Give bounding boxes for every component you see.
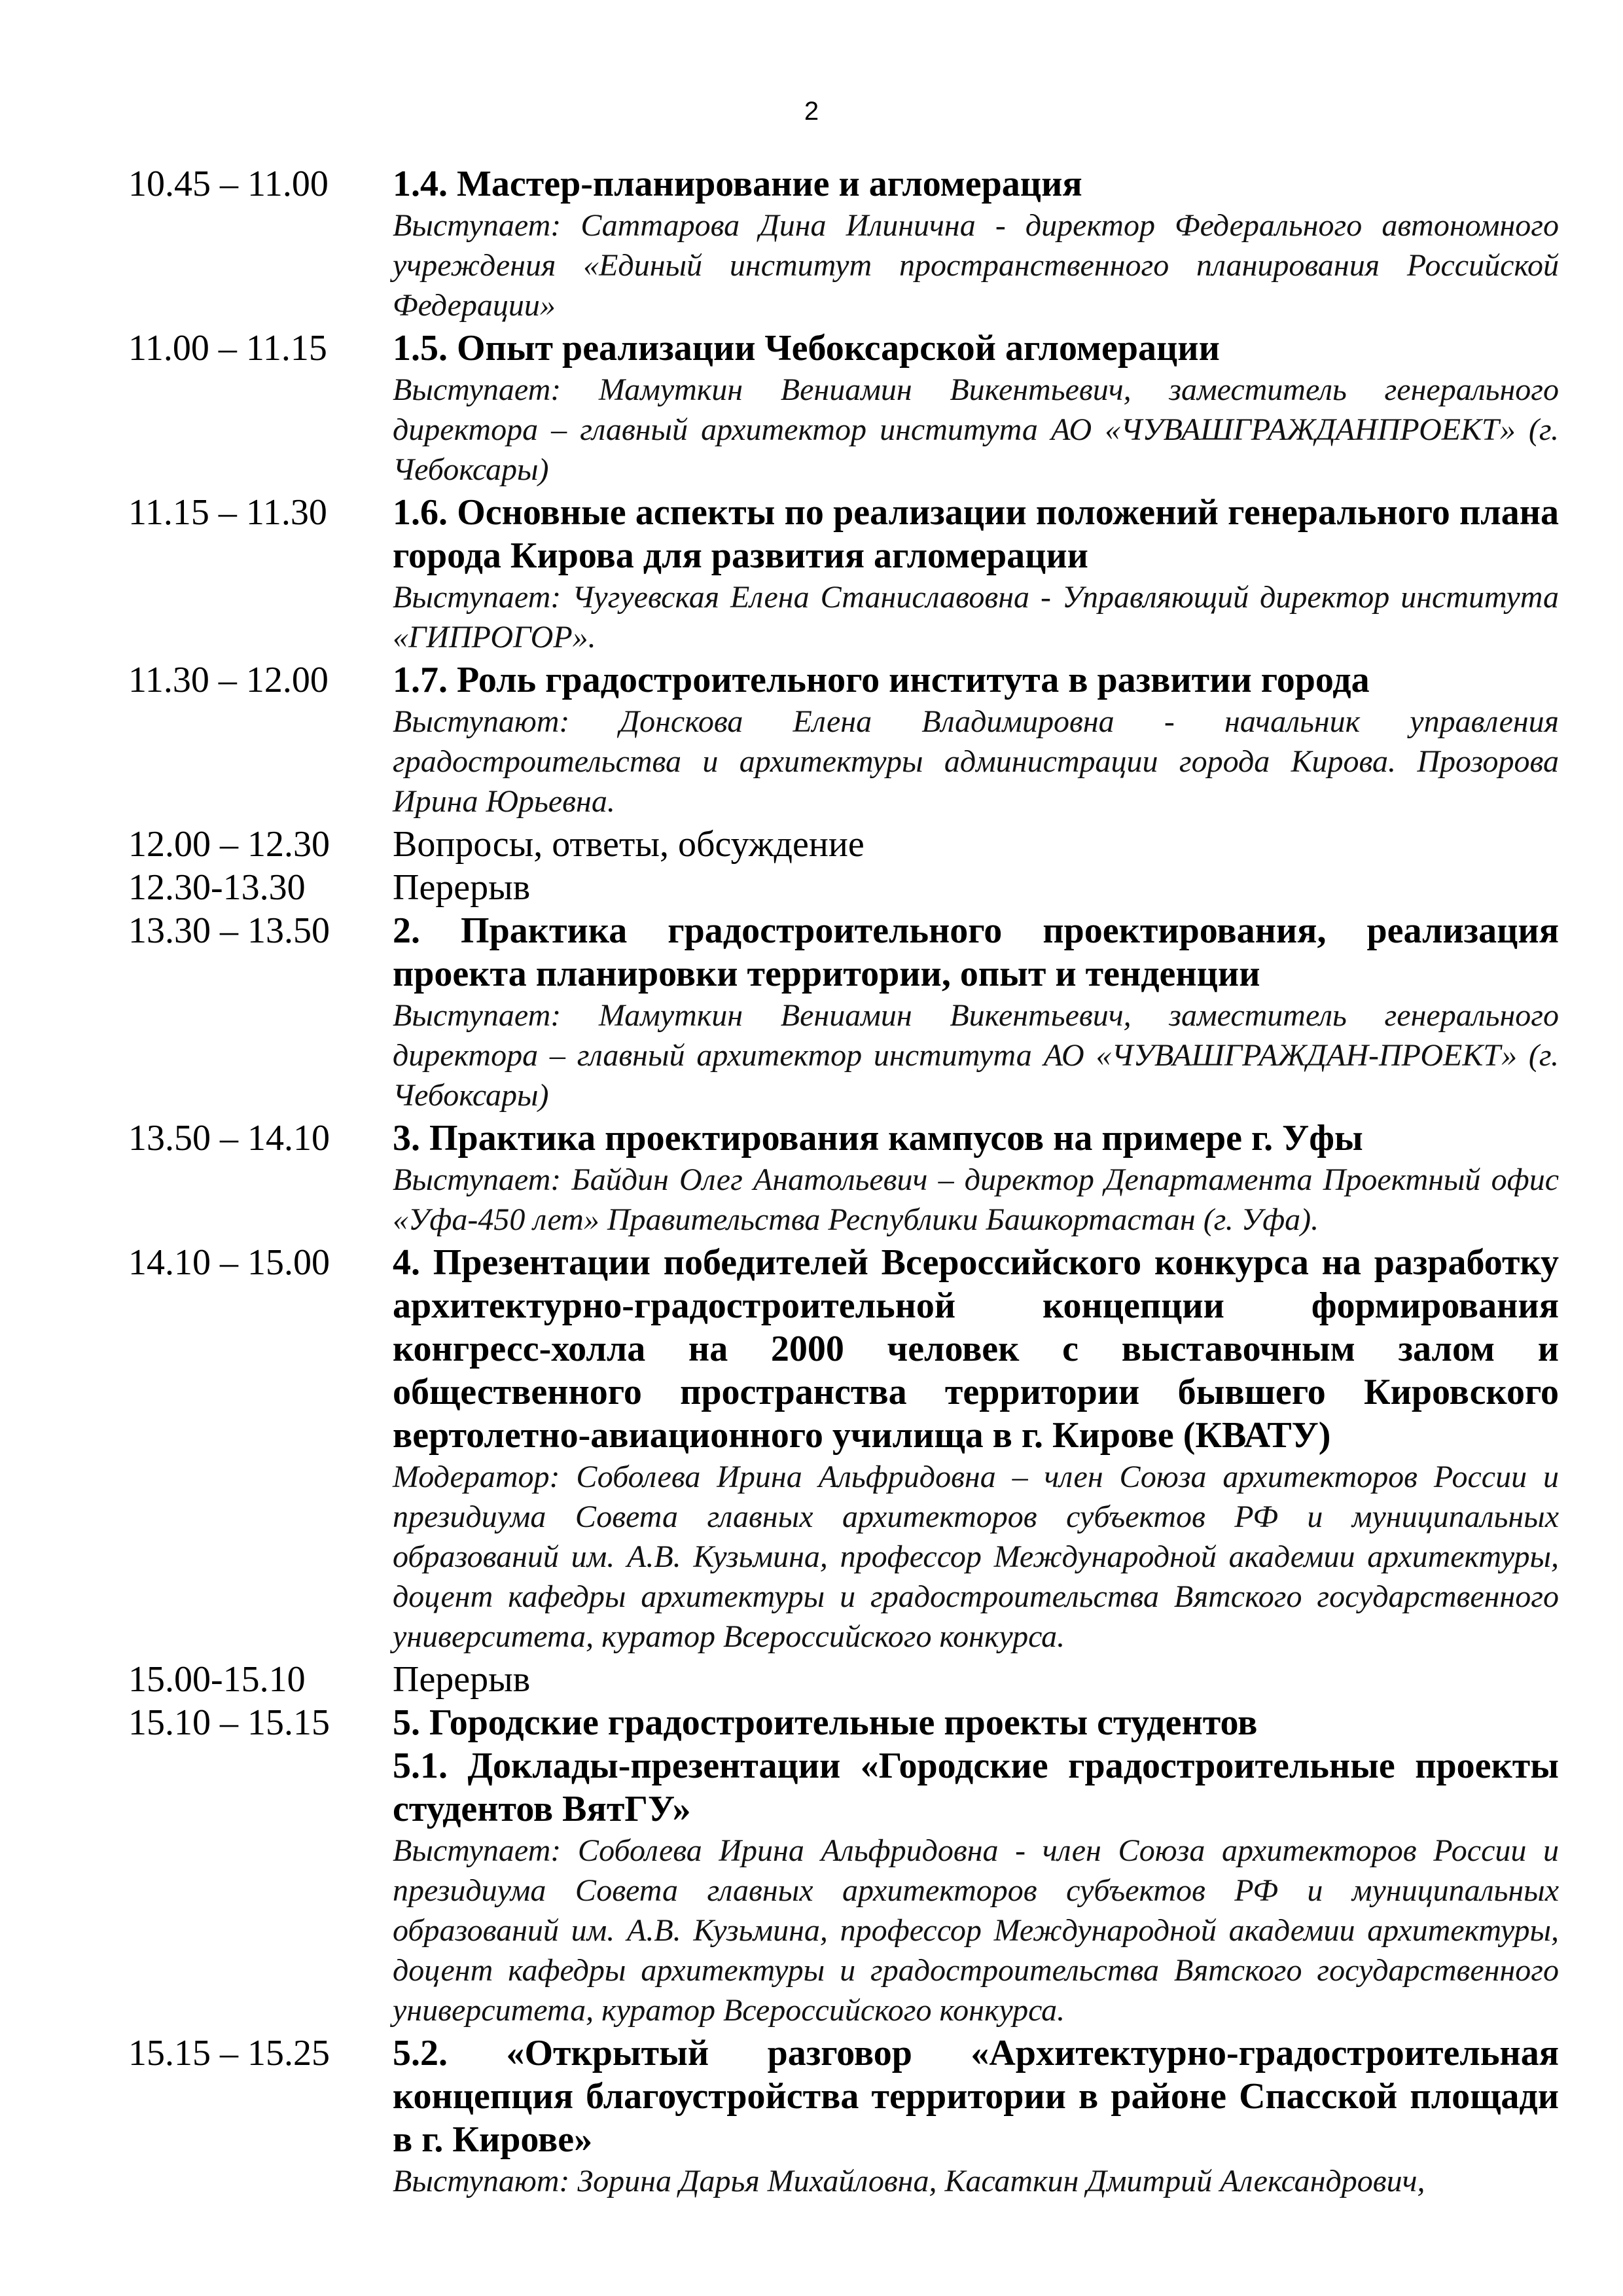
schedule-row [128, 1701, 1559, 2030]
session-content [393, 658, 1559, 821]
page-number: 2 [804, 97, 819, 126]
session-speaker: Выступают: Донскова Елена Владимировна - начальник управления градостроительства и архитектуры администрации города Кирова. Прозорова Ирина Юрьевна. [393, 704, 1559, 819]
session-speaker: Выступают: Зорина Дарья Михайловна, Касаткин Дмитрий Александрович, [393, 2164, 1425, 2198]
time-slot: 10.45 – 11.00 [128, 164, 329, 204]
session-plain-text: Вопросы, ответы, обсуждение [393, 824, 865, 865]
session-title: 5.2. «Открытый разговор «Архитектурно-градостроительная концепция благоустройства территории в районе Спасской площади в г. Кирове» [393, 2033, 1559, 2160]
session-speaker: Выступает: Соболева Ирина Альфридовна - член Союза архитекторов России и президиума Совета главных архитекторов субъектов РФ и муниципальных образований им. А.В. Кузьмина, профессор Международной академии архитектуры, доцент кафедры архитектуры и градостроительства Вятского государственного университета, куратор Всероссийского конкурса. [393, 1833, 1559, 2028]
schedule-row [128, 866, 1559, 909]
schedule-row [128, 162, 1559, 325]
session-content [393, 162, 1559, 325]
session-title: 1.5. Опыт реализации Чебоксарской агломерации [393, 328, 1220, 368]
session-title: 5. Городские градостроительные проекты студентов [393, 1702, 1258, 1743]
session-speaker: Выступает: Байдин Олег Анатольевич – директор Департамента Проектный офис «Уфа-450 лет» Правительства Республики Башкортастан (г. Уфа). [393, 1162, 1559, 1237]
session-content [393, 823, 1559, 866]
schedule-row [128, 658, 1559, 821]
session-title: 3. Практика проектирования кампусов на примере г. Уфы [393, 1118, 1363, 1158]
session-speaker: Выступает: Чугуевская Елена Станиславовна - Управляющий директор института «ГИПРОГОР». [393, 580, 1559, 655]
time-slot: 13.50 – 14.10 [128, 1118, 330, 1158]
session-speaker: Выступает: Саттарова Дина Илинична - директор Федерального автономного учреждения «Единый институт пространственного планирования Российской Федерации» [393, 208, 1559, 323]
session-speaker: Выступает: Мамуткин Вениамин Викентьевич, заместитель генерального директора – главный архитектор института АО «ЧУВАШГРАЖДАН-ПРОЕКТ» (г. Чебоксары) [393, 998, 1559, 1113]
session-subtitle: 5.1. Доклады-презентации «Городские градостроительные проекты студентов ВятГУ» [393, 1746, 1559, 1829]
time-slot: 13.30 – 13.50 [128, 910, 330, 951]
session-content [393, 2032, 1559, 2201]
time-slot: 12.30-13.30 [128, 867, 306, 908]
session-content [393, 1117, 1559, 1240]
time-slot: 12.00 – 12.30 [128, 824, 330, 865]
session-content [393, 1241, 1559, 1657]
schedule-row [128, 1241, 1559, 1657]
session-title: 1.4. Мастер-планирование и агломерация [393, 164, 1082, 204]
session-plain-text: Перерыв [393, 867, 531, 908]
time-slot: 11.30 – 12.00 [128, 660, 329, 700]
schedule-row [128, 1117, 1559, 1240]
session-content [393, 1658, 1559, 1701]
schedule-row [128, 2032, 1559, 2201]
session-content [393, 866, 1559, 909]
time-slot: 15.15 – 15.25 [128, 2033, 330, 2073]
session-content [393, 1701, 1559, 2030]
time-slot: 14.10 – 15.00 [128, 1242, 330, 1283]
session-title: 1.6. Основные аспекты по реализации положений генерального плана города Кирова для развития агломерации [393, 492, 1559, 576]
session-plain-text: Перерыв [393, 1659, 531, 1700]
schedule-row [128, 1658, 1559, 1701]
schedule-row [128, 909, 1559, 1115]
session-title: 2. Практика градостроительного проектирования, реализация проекта планировки территории, опыт и тенденции [393, 910, 1559, 994]
session-title: 1.7. Роль градостроительного института в развитии города [393, 660, 1370, 700]
session-content [393, 909, 1559, 1115]
time-slot: 15.00-15.10 [128, 1659, 306, 1700]
schedule-row [128, 491, 1559, 657]
program-schedule [128, 162, 1559, 2201]
schedule-row [128, 823, 1559, 866]
time-slot: 15.10 – 15.15 [128, 1702, 330, 1743]
session-content [393, 491, 1559, 657]
time-slot: 11.00 – 11.15 [128, 328, 327, 368]
session-speaker: Модератор: Соболева Ирина Альфридовна – член Союза архитекторов России и президиума Совета главных архитекторов субъектов РФ и муниципальных образований им. А.В. Кузьмина, профессор Международной академии архитектуры, доцент кафедры архитектуры и градостроительства Вятского государственного университета, куратор Всероссийского конкурса. [393, 1460, 1559, 1654]
session-content [393, 327, 1559, 490]
time-slot: 11.15 – 11.30 [128, 492, 327, 533]
session-title: 4. Презентации победителей Всероссийского конкурса на разработку архитектурно-градостроительной концепции формирования конгресс-холла на 2000 человек с выставочным залом и общественного пространства территории бывшего Кировского вертолетно-авиационного училища в г. Кирове (КВАТУ) [393, 1242, 1559, 1456]
schedule-row [128, 327, 1559, 490]
session-speaker: Выступает: Мамуткин Вениамин Викентьевич, заместитель генерального директора – главный архитектор института АО «ЧУВАШГРАЖДАНПРОЕКТ» (г. Чебоксары) [393, 372, 1559, 487]
